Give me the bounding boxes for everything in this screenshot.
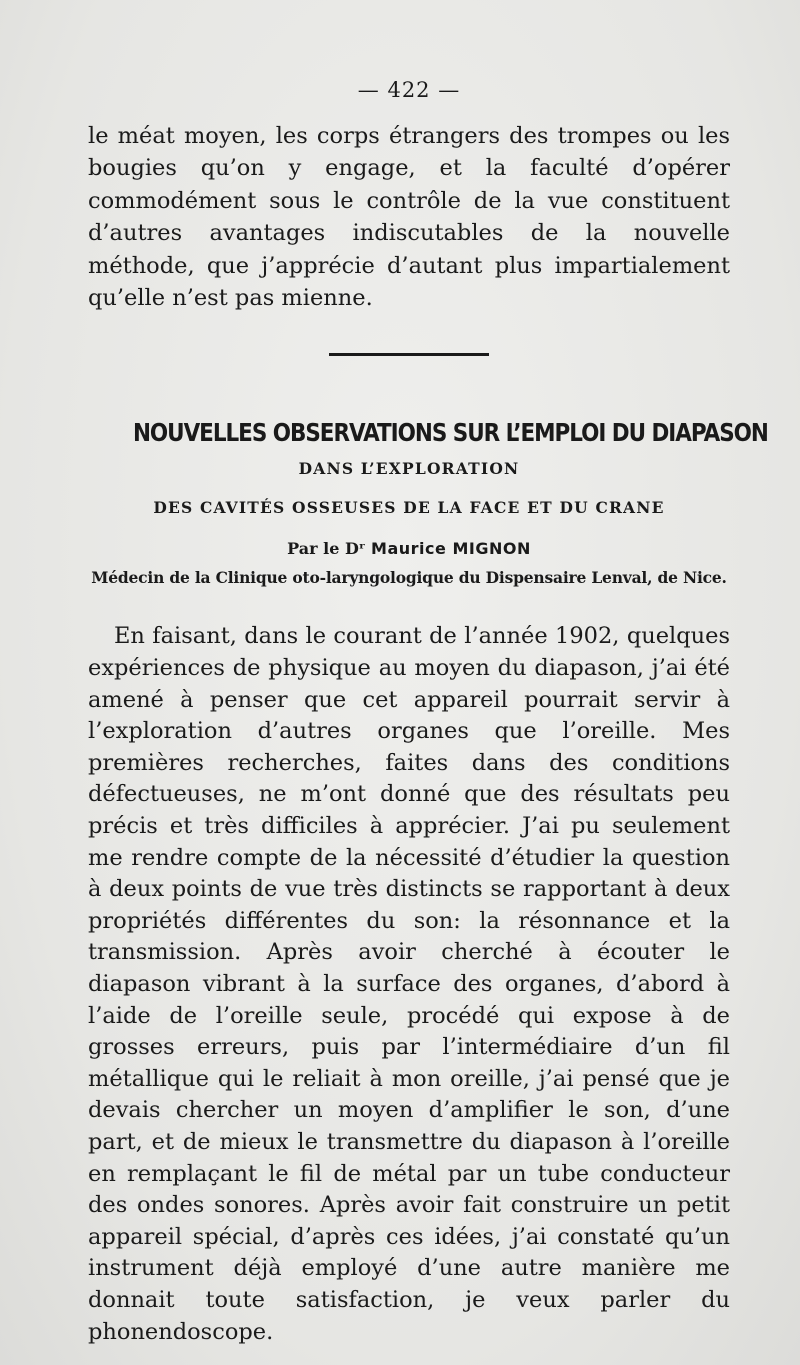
page-content [88, 78, 768, 1348]
continuation-paragraph: le méat moyen, les corps étrangers des trompes ou les bougies qu’on y engage, et la faculté d’opérer commodément sous le contrôle de la vue constituent d’autres avantages indiscutables de la nouvelle méthode, que j’apprécie d’autant plus impartialement qu’elle n’est pas mienne. [88, 123, 730, 312]
article-body-paragraph: En faisant, dans le courant de l’année 1902, quelques expériences de physique au moyen du diapason, j’ai été amené à penser que cet appareil pourrait servir à l’exploration d’autres organes que l’oreille. Mes premières recherches, faites dans des conditions défectueuses, ne m’ont donné que des résultats peu précis et très difficiles à apprécier. J’ai pu seulement me rendre compte de la nécessité d’étudier la question à deux points de vue très distincts se rapportant à deux propriétés différentes du son: la résonnance et la transmission. Après avoir cherché à écouter le diapason vibrant à la surface des organes, d’abord à l’aide de l’oreille seule, procédé qui expose à de grosses erreurs, puis par l’intermédiaire d’un fil métallique qui le reliait à mon oreille, j’ai pensé que je devais chercher un moyen d’amplifier le son, d’une part, et de mieux le transmettre du diapason à l’oreille en remplaçant le fil de métal par un tube conducteur des ondes sonores. Après avoir fait construire un petit appareil spécial, d’après ces idées, j’ai constaté qu’un instrument déjà employé d’une autre manière me donnait toute satisfaction, je veux parler du phonendoscope. [88, 623, 730, 1345]
page-number: — 422 — [357, 78, 461, 102]
article-subtitle-line1: DANS L’EXPLORATION [298, 459, 520, 479]
author-byline [88, 539, 730, 558]
author-affiliation: Médecin de la Clinique oto-laryngologique du Dispensaire Lenval, de Nice. [91, 568, 727, 588]
author-name: Maurice MIGNON [371, 539, 531, 559]
author-prefix: Par le Dʳ [287, 539, 366, 559]
section-divider [329, 353, 489, 356]
article-subtitle-line2: DES CAVITÉS OSSEUSES DE LA FACE ET DU CRANE [153, 498, 665, 518]
article-title: NOUVELLES OBSERVATIONS SUR L’EMPLOI DU DIAPASON [132, 418, 768, 448]
